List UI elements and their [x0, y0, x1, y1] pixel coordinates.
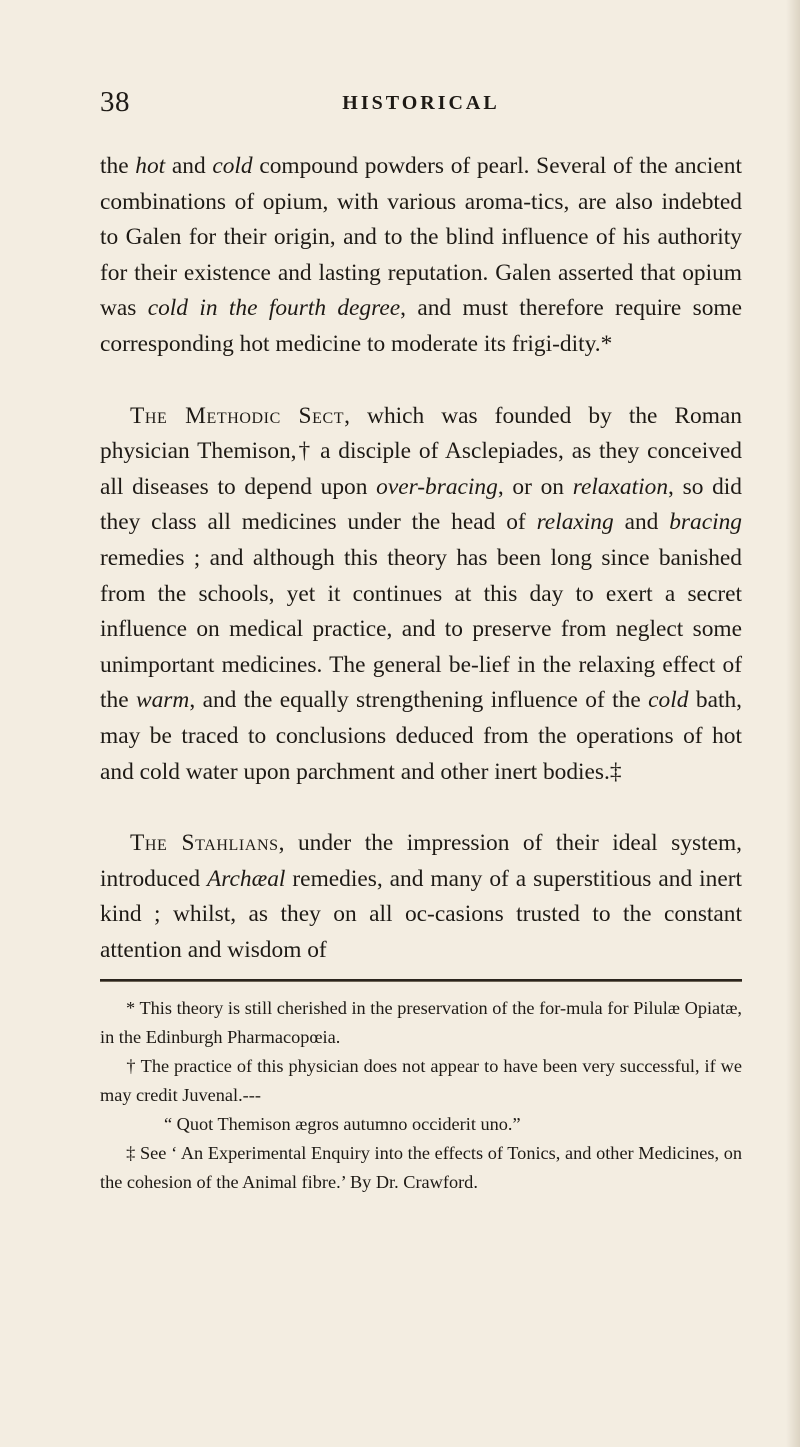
italic-run: over-bracing [376, 473, 498, 500]
page-edge-shadow [786, 0, 800, 1447]
text-run: compound powders of pearl. Several of the ancient combinations of opium, with various aroma-tics, are also indebted to Galen for their origin, and to the blind influence of his authority for their existence and lasting reputation. Galen asserted that opium was [100, 153, 743, 322]
footnote-3 [100, 1139, 742, 1197]
text-run: bath, may be traced to conclusions deduced from the operations of hot and cold water upon parchment and other inert bodies.‡ [100, 687, 742, 785]
footnote-text: ‡ See ‘ An Experimental Enquiry into the effects of Tonics, and other Medicines, on the cohesion of the Animal fibre.’ By Dr. Crawford. [100, 1143, 742, 1193]
text-run: , and the equally strengthening influence of the [189, 687, 649, 714]
footnote-text: † The practice of this physician does not appear to have been very successful, if we may credit Juvenal.--- [100, 1056, 742, 1106]
italic-run: bracing [669, 509, 742, 536]
book-page [100, 86, 742, 1197]
small-caps-heading: The Stahlians [130, 830, 279, 857]
text-run: , under the impression of their ideal system, introduced [100, 830, 742, 892]
italic-run: hot [135, 153, 166, 179]
italic-run: cold [212, 153, 253, 179]
italic-run: cold [648, 687, 689, 714]
text-run: , and must therefore require some corresponding hot medicine to moderate its frigi-dity.* [100, 295, 743, 357]
footnote-rule [100, 979, 742, 982]
text-run: , or on [497, 473, 573, 500]
paragraph-2 [100, 399, 742, 791]
footnotes [100, 994, 742, 1197]
footnote-quote: “ Quot Themison ægros autumno occiderit uno.” [164, 1114, 521, 1135]
italic-run: cold in the fourth degree [147, 295, 401, 322]
italic-run: relaxing [536, 509, 614, 536]
text-run: , which was founded by the Roman physician Themison,† a disciple of Asclepiades, as they conceived all diseases to depend upon [100, 402, 743, 500]
footnote-2 [100, 1052, 742, 1139]
running-title: HISTORICAL [342, 92, 500, 114]
body-text [100, 149, 742, 968]
italic-run: warm [136, 687, 190, 714]
text-run: and [613, 509, 670, 536]
footnote-text: * This theory is still cherished in the preservation of the for-mula for Pilulæ Opiatæ, in the Edinburgh Pharmacopœia. [100, 998, 742, 1048]
page-number: 38 [100, 86, 130, 118]
paragraph-1 [100, 149, 742, 363]
text-run: remedies, and many of a superstitious and inert kind ; whilst, as they on all oc-casions trusted to the constant attention and wisdom of [100, 865, 743, 963]
footnote-1 [100, 994, 742, 1052]
text-run: remedies ; and although this theory has been long since banished from the schools, yet it continues at this day to exert a secret influence on medical practice, and to preserve from neglect some unimportant medicines. The general be-lief in the relaxing effect of the [100, 544, 742, 714]
text-run: and [165, 153, 213, 179]
text-run: , so did they class all medicines under the head of [100, 473, 742, 536]
running-head [100, 86, 742, 126]
italic-run: Archæal [207, 865, 286, 892]
text-run: the [100, 153, 136, 179]
italic-run: relaxation [572, 473, 669, 500]
paragraph-3 [100, 826, 742, 968]
small-caps-heading: The Methodic Sect [130, 402, 345, 429]
